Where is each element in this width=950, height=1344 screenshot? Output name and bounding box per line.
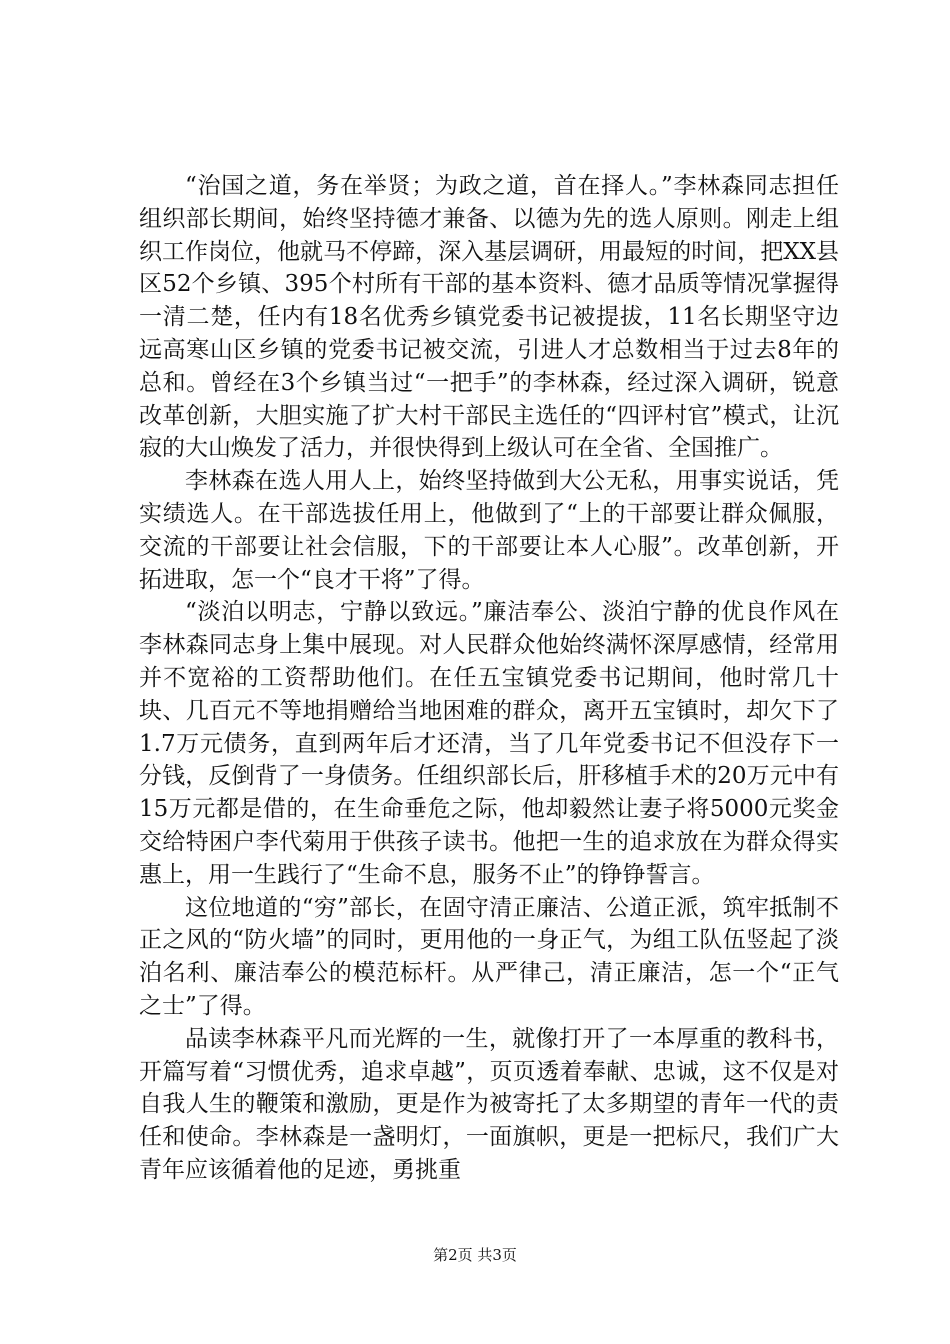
paragraph-4: 这位地道的“穷”部长，在固守清正廉洁、公道正派，筑牢抵制不正之风的“防火墙”的同时，更用他的一身正气，为组工队伍竖起了淡泊名利、廉洁奉公的模范标杆。从严律己，清正廉洁，怎一个“正气之士”了得。 <box>139 894 839 1019</box>
page-footer: 第2页 共3页 <box>433 1246 517 1264</box>
document-body <box>139 170 839 1187</box>
paragraph-1: “治国之道，务在举贤；为政之道，首在择人。”李林森同志担任组织部长期间，始终坚持德才兼备、以德为先的选人原则。刚走上组织工作岗位，他就马不停蹄，深入基层调研，用最短的时间，把XX县区52个乡镇、395个村所有干部的基本资料、德才品质等情况掌握得一清二楚，任内有18名优秀乡镇党委书记被提拔，11名长期坚守边远高寒山区乡镇的党委书记被交流，引进人才总数相当于过去8年的总和。曾经在3个乡镇当过“一把手”的李林森，经过深入调研，锐意改革创新，大胆实施了扩大村干部民主选任的“四评村官”模式，让沉寂的大山焕发了活力，并很快得到上级认可在全省、全国推广。 <box>139 173 839 462</box>
paragraph-5: 品读李林森平凡而光辉的一生，就像打开了一本厚重的教科书，开篇写着“习惯优秀，追求卓越”，页页透着奉献、忠诚，这不仅是对自我人生的鞭策和激励，更是作为被寄托了太多期望的青年一代的责任和使命。李林森是一盏明灯，一面旗帜，更是一把标尺，我们广大青年应该循着他的足迹，勇挑重 <box>139 1025 839 1183</box>
paragraph-2: 李林森在选人用人上，始终坚持做到大公无私，用事实说话，凭实绩选人。在干部选拔任用上，他做到了“上的干部要让群众佩服，交流的干部要让社会信服，下的干部要让本人心服”。改革创新，开拓进取，怎一个“良才干将”了得。 <box>139 468 839 593</box>
paragraph-3: “淡泊以明志，宁静以致远。”廉洁奉公、淡泊宁静的优良作风在李林森同志身上集中展现。对人民群众他始终满怀深厚感情，经常用并不宽裕的工资帮助他们。在任五宝镇党委书记期间，他时常几十块、几百元不等地捐赠给当地困难的群众，离开五宝镇时，却欠下了1.7万元债务，直到两年后才还清，当了几年党委书记不但没存下一分钱，反倒背了一身债务。任组织部长后，肝移植手术的20万元中有15万元都是借的，在生命垂危之际，他却毅然让妻子将5000元奖金交给特困户李代菊用于供孩子读书。他把一生的追求放在为群众得实惠上，用一生践行了“生命不息，服务不止”的铮铮誓言。 <box>139 599 839 888</box>
